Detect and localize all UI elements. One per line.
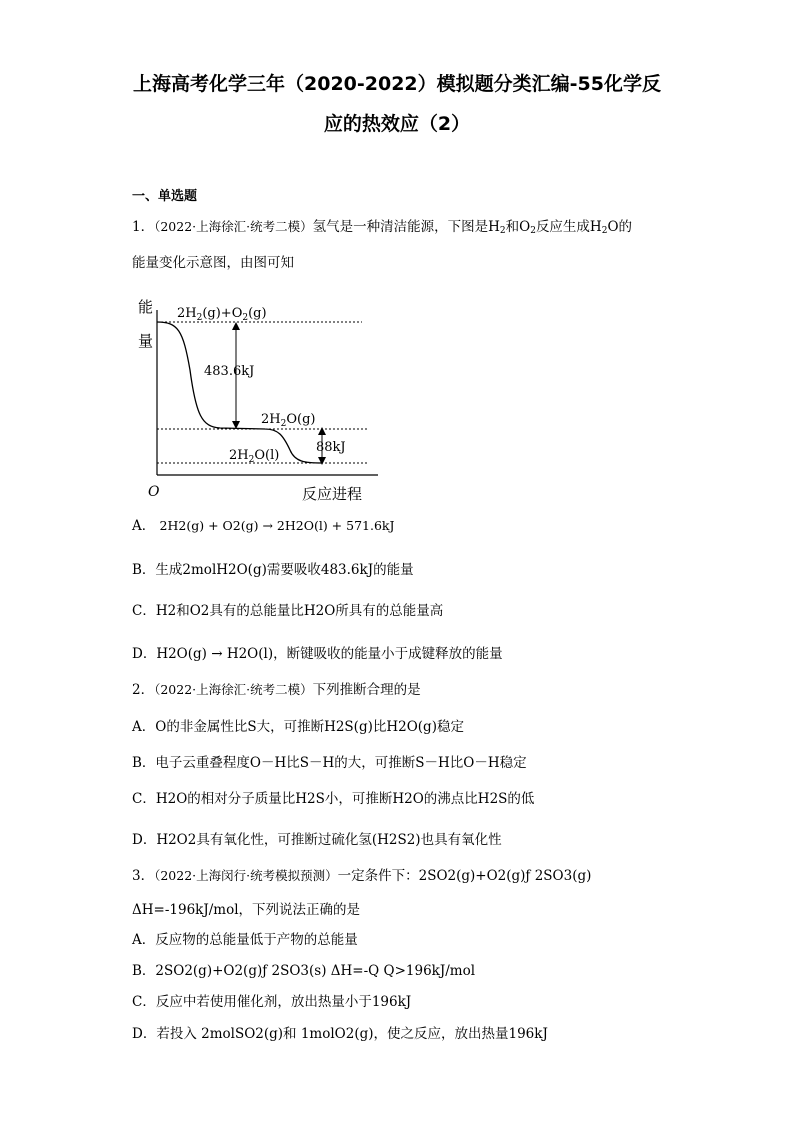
energy-curve [157,322,322,463]
q1-stem-part-c: 和O [505,219,531,235]
y-label-2: 量 [138,332,154,350]
q3-stem-text: 一定条件下：2SO2(g)+O2(g)ƒ 2SO3(g) [337,868,592,884]
q3-option-c: C．反应中若使用催化剂，放出热量小于196kJ [132,994,412,1010]
q1-option-a [132,517,395,535]
sub-2: 2 [601,226,608,236]
q1-stem-line1 [132,218,632,236]
x-axis-label: 反应进程 [302,485,363,503]
q2-stem [132,681,421,699]
q1-number: 1． [132,219,155,235]
q3-option-a: A．反应物的总能量低于产物的总能量 [132,932,358,948]
y-label-1: 能 [138,298,154,316]
q2-stem-text: 下列推断合理的是 [312,682,421,698]
origin-label: O [148,484,160,500]
q3-number: 3． [132,868,155,884]
q2-source: （2022·上海徐汇·统考二模） [154,682,313,697]
q3-stem-line2: ΔH=-196kJ/mol，下列说法正确的是 [132,902,361,918]
q3-source: （2022·上海闵行·统考模拟预测） [154,868,338,883]
q2-number: 2． [132,682,155,698]
q1-stem-line2: 能量变化示意图，由图可知 [132,255,294,271]
doc-title-line1: 上海高考化学三年（2020-2022）模拟题分类汇编-55化学反 [133,73,661,95]
q1-stem-part-b: 氢气是一种清洁能源，下图是H [312,219,500,235]
gap-small-label: 88kJ [316,440,346,455]
sub-2: 2 [499,226,506,236]
q1-option-b: B．生成2molH2O(g)需要吸收483.6kJ的能量 [132,562,414,578]
q2-option-c: C．H2O的相对分子质量比H2S小，可推断H2O的沸点比H2S的低 [132,791,535,807]
energy-diagram [130,290,400,505]
q2-option-d: D．H2O2具有氧化性，可推断过硫化氢(H2S2)也具有氧化性 [132,832,502,848]
q1-option-a-label: A． [132,518,156,534]
doc-title-line2: 应的热效应（2） [323,113,471,135]
section-heading: 一、单选题 [132,189,198,204]
sub-2: 2 [530,226,536,236]
q1-source: （2022·上海徐汇·统考二模） [154,219,313,234]
q2-option-b: B．电子云重叠程度O－H比S－H的大，可推断S－H比O－H稳定 [132,755,527,771]
q1-stem-part-e: O的 [607,219,633,235]
level-mid-label: $2H_2O(g)$ [261,412,316,429]
gap-big-label: 483.6kJ [204,364,255,379]
level-low-label: $2H_2O(l)$ [229,448,280,465]
q1-option-a-text: 2H2(g) + O2(g) → 2H2O(l) + 571.6kJ [159,518,395,533]
q1-option-c: C．H2和O2具有的总能量比H2O所具有的总能量高 [132,603,444,619]
q3-option-b: B．2SO2(g)+O2(g)ƒ 2SO3(s) ΔH=-Q Q>196kJ/mol [132,963,476,979]
level-top-label: $2H_2(g)+O_2(g)$ [177,306,267,323]
q1-option-d: D．H2O(g) → H2O(l)，断键吸收的能量小于成键释放的能量 [132,646,503,662]
q3-option-d: D．若投入 2molSO2(g)和 1molO2(g)，使之反应，放出热量196kJ [132,1026,548,1042]
q3-stem [132,867,591,885]
q1-stem-part-d: 反应生成H [535,219,602,235]
q2-option-a: A．O的非金属性比S大，可推断H2S(g)比H2O(g)稳定 [132,719,464,735]
